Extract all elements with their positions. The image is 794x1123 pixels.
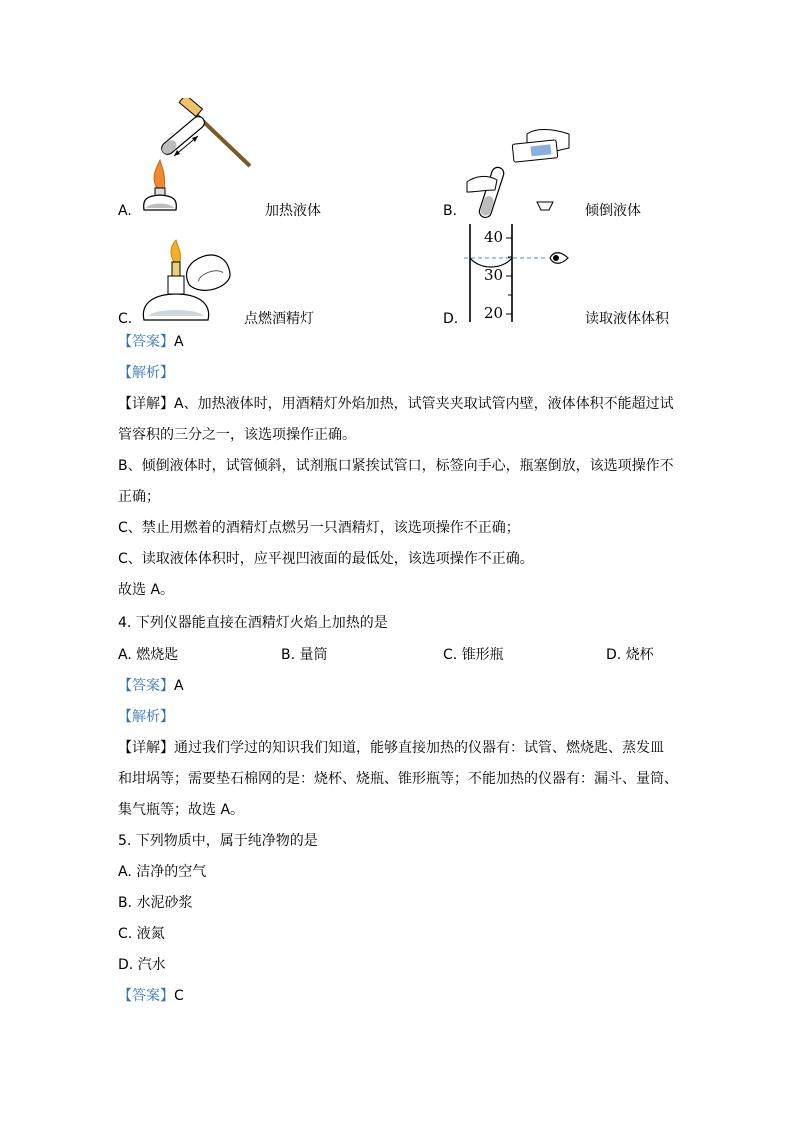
q3-option-d-letter: D.: [443, 311, 459, 327]
q5-option-c: [118, 925, 165, 943]
q3-detail-line-2: 管容积的三分之一，该选项操作正确。: [118, 427, 356, 443]
q4-option-a: [118, 646, 178, 664]
q3-detail-text-1: A、加热液体时，用酒精灯外焰加热，试管夹夹取试管内壁，液体体积不能超过试: [174, 396, 674, 412]
q5-option-d-letter: D.: [118, 957, 134, 973]
q4-option-d: [606, 646, 654, 664]
q4-option-b-letter: B.: [281, 647, 296, 663]
q4-option-a-text: 燃烧匙: [136, 647, 179, 663]
q5-option-c-letter: C.: [118, 926, 133, 942]
q3-answer-label: 【答案】: [118, 334, 174, 350]
lighting-lamp-figure: [138, 238, 238, 326]
q5-option-d-text: 汽水: [137, 957, 166, 973]
q5-answer-label: 【答案】: [118, 988, 174, 1004]
q5-answer: [118, 987, 184, 1005]
q4-option-d-text: 烧杯: [625, 647, 654, 663]
q4-option-c-letter: C.: [443, 647, 458, 663]
q3-option-c-caption: 点燃酒精灯: [244, 311, 314, 327]
q5-option-b: [118, 894, 193, 912]
q3-option-b-letter: B.: [443, 203, 458, 219]
q4-analysis-label: 【解析】: [118, 709, 174, 725]
q5-option-a: [118, 863, 206, 881]
q3-detail-line-1: [118, 395, 674, 413]
q4-detail-line-1: [118, 739, 664, 757]
q5-option-a-text: 洁净的空气: [136, 864, 207, 880]
q4-answer: [118, 677, 184, 695]
q4-option-b-text: 量筒: [299, 647, 328, 663]
q5-answer-value: C: [174, 988, 184, 1004]
q4-option-c-text: 锥形瓶: [461, 647, 504, 663]
q3-option-a-caption: 加热液体: [265, 203, 321, 219]
reading-volume-figure: [462, 222, 574, 322]
q3-detail-line-3: B、倾倒液体时，试管倾斜，试剂瓶口紧挨试管口，标签向手心，瓶塞倒放，该选项操作不: [118, 458, 674, 474]
q4-option-b: [281, 646, 328, 664]
q3-option-a-letter: A.: [118, 203, 132, 219]
q5-option-d: [118, 956, 166, 974]
pouring-liquid-figure: [465, 124, 575, 220]
cylinder-tick-20: 20: [484, 304, 504, 322]
q3-option-b-caption: 倾倒液体: [585, 203, 641, 219]
q3-option-c-letter: C.: [118, 311, 133, 327]
q3-analysis-label: 【解析】: [118, 365, 174, 381]
q3-detail-label: 【详解】: [118, 396, 174, 412]
q4-detail-text-1: 通过我们学过的知识我们知道，能够直接加热的仪器有：试管、燃烧匙、蒸发皿: [174, 740, 664, 756]
q3-answer-value: A: [174, 334, 184, 350]
q4-detail-line-2: 和坩埚等；需要垫石棉网的是：烧杯、烧瓶、锥形瓶等；不能加热的仪器有：漏斗、量筒、: [118, 771, 678, 787]
q5-stem: 5. 下列物质中，属于纯净物的是: [118, 833, 318, 849]
q3-detail-line-7: 故选 A。: [118, 582, 175, 598]
q4-answer-value: A: [174, 678, 184, 694]
q3-detail-line-4: 正确；: [118, 489, 160, 505]
q3-option-d-caption: 读取液体体积: [585, 311, 669, 327]
q4-option-d-letter: D.: [606, 647, 622, 663]
q3-detail-line-5: C、禁止用燃着的酒精灯点燃另一只酒精灯，该选项操作不正确；: [118, 520, 520, 536]
q4-option-c: [443, 646, 504, 664]
q4-stem: 4. 下列仪器能直接在酒精灯火焰上加热的是: [118, 615, 388, 631]
q5-option-b-text: 水泥砂浆: [136, 895, 193, 911]
q4-detail-line-3: 集气瓶等；故选 A。: [118, 802, 245, 818]
q3-detail-line-6: C、读取液体体积时，应平视凹液面的最低处，该选项操作不正确。: [118, 551, 534, 567]
q5-option-b-letter: B.: [118, 895, 133, 911]
cylinder-tick-40: 40: [484, 228, 504, 246]
q4-answer-label: 【答案】: [118, 678, 174, 694]
q4-option-a-letter: A.: [118, 647, 132, 663]
cylinder-tick-30: 30: [484, 266, 504, 284]
q3-answer: [118, 333, 184, 351]
q4-detail-label: 【详解】: [118, 740, 174, 756]
heating-liquid-figure: [140, 98, 255, 218]
q5-option-c-text: 液氮: [136, 926, 165, 942]
q5-option-a-letter: A.: [118, 864, 132, 880]
